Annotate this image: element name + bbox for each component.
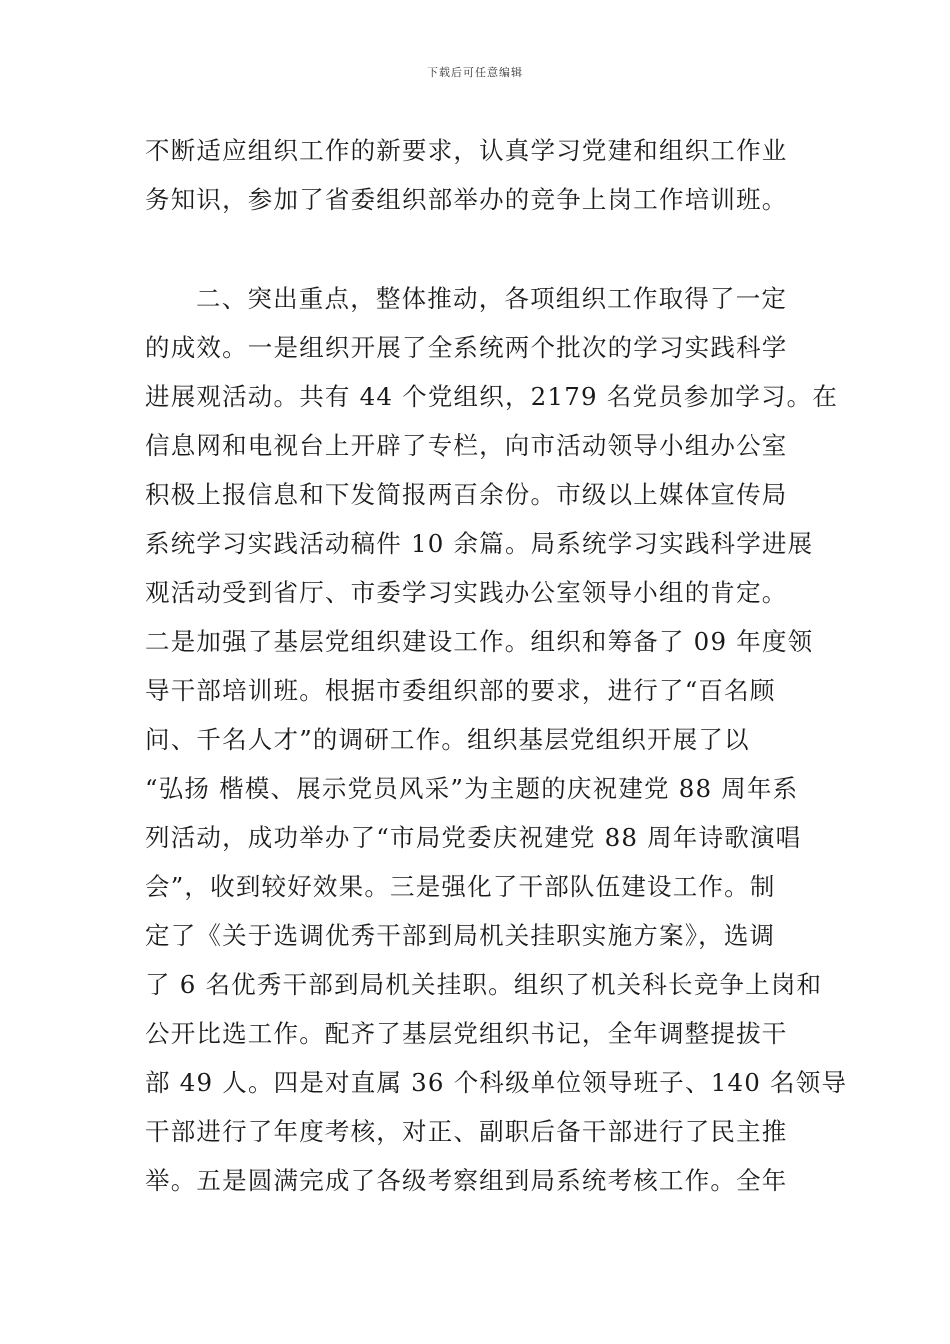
text-line: 干部进行了年度考核，对正、副职后备干部进行了民主推 xyxy=(145,1117,788,1146)
text-line: 列活动，成功举办了“市局党委庆祝建党 88 周年诗歌演唱 xyxy=(145,823,802,852)
header-note: 下载后可任意编辑 xyxy=(427,66,523,79)
text-line: 进展观活动。共有 44 个党组织，2179 名党员参加学习。在 xyxy=(145,382,839,411)
paragraph-2 xyxy=(145,274,848,1205)
text-line: 会”，收到较好效果。三是强化了干部队伍建设工作。制 xyxy=(145,872,776,901)
text-line: “弘扬 楷模、展示党员风采”为主题的庆祝建党 88 周年系 xyxy=(145,774,799,803)
text-line: 信息网和电视台上开辟了专栏，向市活动领导小组办公室 xyxy=(145,431,788,460)
text-line: 部 49 人。四是对直属 36 个科级单位领导班子、140 名领导 xyxy=(145,1068,848,1097)
text-line: 问、千名人才”的调研工作。组织基层党组织开展了以 xyxy=(145,725,750,754)
text-line: 积极上报信息和下发简报两百余份。市级以上媒体宣传局 xyxy=(145,480,788,509)
text-line: 公开比选工作。配齐了基层党组织书记，全年调整提拔干 xyxy=(145,1019,788,1048)
text-line: 系统学习实践活动稿件 10 余篇。局系统学习实践科学进展 xyxy=(145,529,814,558)
text-line: 二是加强了基层党组织建设工作。组织和筹备了 09 年度领 xyxy=(145,627,814,656)
text-line: 二、突出重点，整体推动，各项组织工作取得了一定 xyxy=(196,284,788,313)
text-line: 务知识，参加了省委组织部举办的竞争上岗工作培训班。 xyxy=(145,185,788,214)
text-line: 举。五是圆满完成了各级考察组到局系统考核工作。全年 xyxy=(145,1166,788,1195)
paragraph-1 xyxy=(145,126,810,224)
text-line: 定了《关于选调优秀干部到局机关挂职实施方案》，选调 xyxy=(145,921,776,950)
text-line: 观活动受到省厅、市委学习实践办公室领导小组的肯定。 xyxy=(145,578,788,607)
text-line: 的成效。一是组织开展了全系统两个批次的学习实践科学 xyxy=(145,333,788,362)
text-line: 导干部培训班。根据市委组织部的要求，进行了“百名顾 xyxy=(145,676,776,705)
text-line: 不断适应组织工作的新要求，认真学习党建和组织工作业 xyxy=(145,136,788,165)
text-line: 了 6 名优秀干部到局机关挂职。组织了机关科长竞争上岗和 xyxy=(145,970,823,999)
